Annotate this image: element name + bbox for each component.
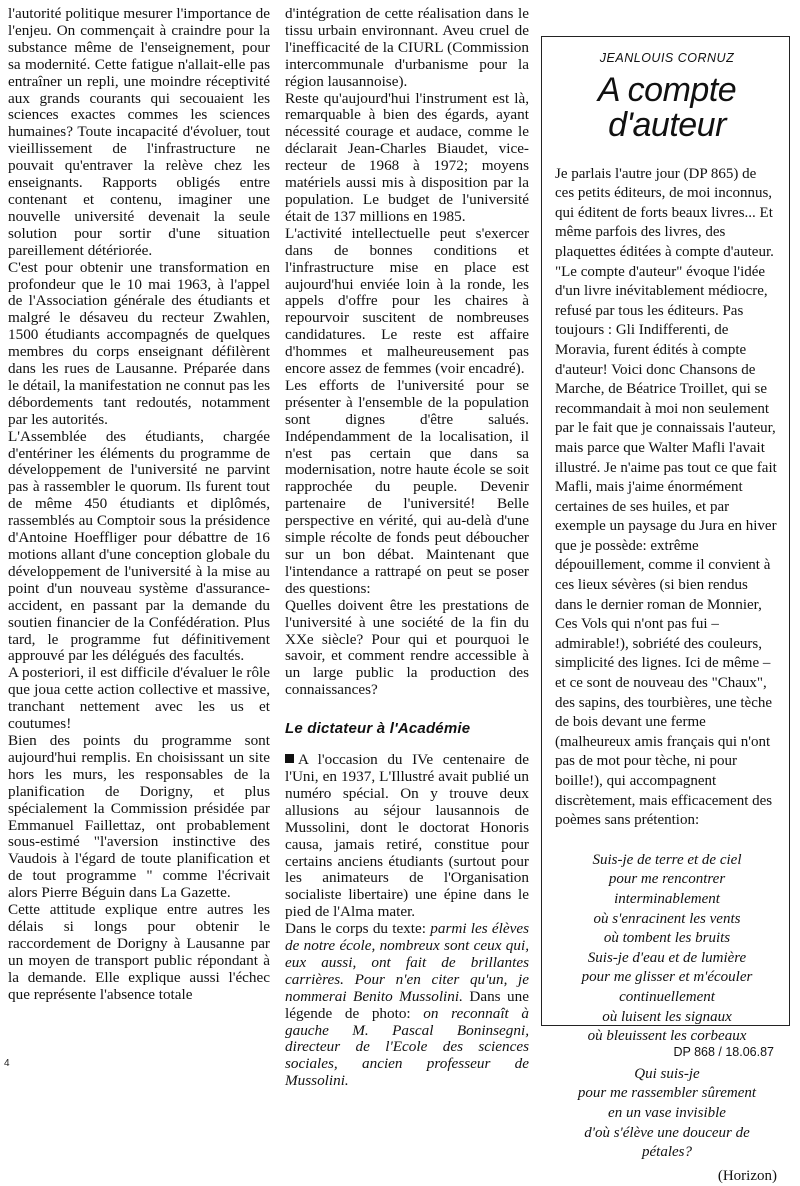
paragraph: A posteriori, il est difficile d'évaluer le rôle que joua cette action collective et massive, tranchant nettement avec les us et coutumes! bbox=[8, 664, 270, 733]
dictator-paragraph-text: A l'occasion du IVe centenaire de l'Uni, en 1937, L'Illustré avait publié un numéro spécial. On y trouve deux allusions au séjour lausannois de Mussolini, dont le doctorat Honoris causa, jamais retiré, constitue pour certains anciens étudiants (surtout pour les animateurs de l'Organisation socialiste libertaire) une épine dans le pied de l'Alma mater. bbox=[285, 751, 529, 921]
paragraph: Bien des points du programme sont aujourd'hui remplis. En choisissant un site hors les murs, les responsables de la planification de Dorigny, et plus spécialement la Commission présidée par Emmanuel Faillettaz, ont probablement sous-estimé "l'aversion instinctive des Vaudois à l'égard de toute planification et de tout programme " comme l'écrivait alors Pierre Béguin dans La Gazette. bbox=[8, 731, 270, 902]
caption-text: on reconnaît à gauche M. Pascal Boninsegni, directeur de l'Ecole des sciences sociales, ancien professeur de Mussolini. bbox=[285, 1004, 529, 1090]
poem-line: interminablement bbox=[614, 890, 720, 907]
paragraph: Les efforts de l'université pour se présenter à l'ensemble de la population sont dignes d'être salués. Indépendamment de la localisation, il n'est pas certain que dans sa modernisation, notre haute école se soit rapprochée du peuple. Devenir partenaire de l'université! Belle perspective en vérité, qui au-delà d'une simple récolte de fonds peut déboucher sur un bon débat. Maintenant que l'intendance a rattrapé on peut se poser des questions: bbox=[285, 376, 529, 597]
poem-line: continuellement bbox=[619, 988, 715, 1005]
poem-line: en un vase invisible bbox=[608, 1104, 726, 1121]
caption-intro: Dans une légende de photo: bbox=[285, 987, 529, 1022]
poem-line: pétales? bbox=[642, 1144, 692, 1161]
paragraph: Cette attitude explique entre autres les délais si longs pour obtenir le raccordement de Dorigny à Lausanne par un moyen de transport public répondant à la demande. Elle explique aussi l'échec que représente l'absence totale bbox=[8, 901, 270, 1003]
quote-text: parmi les élèves de notre école, nombreux sont ceux qui, eux aussi, ont fait de brillantes carrières. Pour n'en citer qu'un, je nommerai Benito Mussolini. bbox=[285, 920, 529, 1005]
sidebar-title-line: A compte bbox=[597, 70, 737, 109]
sidebar-body: Je parlais l'autre jour (DP 865) de ces petits éditeurs, de moi inconnus, qui éditent de forts beaux livres... Et même parfois des livres, des plaquettes éditées à compte d'auteur. "Le compte d'auteur" évoque l'idée d'un livre inévitablement médiocre, refusé par tous les éditeurs. Pas toujours : Gli Indifferenti, de Moravia, furent édités à compte d'auteur! Voici donc Chansons de Marche, de Béatrice Troillet, qui se recommandait à moi non seulement par le fait que je connaissais l'auteur, mais parce que Walter Mafli l'avait illustré. Je n'aime pas tout ce que fait Mafli, mais j'aime énormément certaines de ses huiles, et par exemple un paysage du Jura en hiver que je possède: extrême dépouillement, comme il convient à ces lieux sévères (si bien rendus dans le dernier roman de Monnier, Ces Vols qui n'ont pas fui – admirable!), sobriété des couleurs, simplicité des lignes. Ici de même – et ce sont de nouveau des "Chaux", des sapins, des tourbières, une tèche de bois devant une ferme (malheureux amis français qui n'ont pas de mot pour tèche, ni pour boille!), qui accompagnent discrètement, mais efficacement des poèmes sans prétention: bbox=[555, 165, 777, 829]
paragraph: L'activité intellectuelle peut s'exercer dans de bonnes conditions et l'infrastructure mise en place est aujourd'hui enviée loin à la ronde, les appels d'offre pour les chaires à repourvoir suscitent de nombreuses candidatures. Le reste est affaire d'hommes et malheureusement pas encore assez de femmes (voir encadré). bbox=[285, 224, 529, 378]
bullet-square-icon bbox=[285, 754, 294, 763]
dictator-quote-paragraph bbox=[285, 921, 529, 1090]
poem-line: pour me rencontrer bbox=[608, 871, 726, 888]
poem-line: Qui suis-je bbox=[634, 1065, 700, 1082]
paragraph: l'autorité politique mesurer l'importance de l'enjeu. On commençait à craindre pour la substance même de l'enseignement, pour sa modernité. Cette fatigue n'allait-elle pas entraîner un repli, une moindre réceptivité aux grands courants qui secouaient les sciences exactes commes les sciences humaines? Toute incapacité d'évoluer, tout vieillissement de l'infrastructure ne pouvait qu'entraver la relève chez les enseignants. Rapports obligés entre contenant et contenu, imaginer une nouvelle université devenait la seule solution pour sortir d'une situation pareillement détériorée. bbox=[8, 5, 270, 259]
poem-source: (Horizon) bbox=[717, 1167, 777, 1184]
section-subheading: Le dictateur à l'Académie bbox=[285, 720, 471, 738]
article-column-2 bbox=[285, 6, 529, 1090]
sidebar-author: JEANLOUIS CORNUZ bbox=[599, 51, 735, 65]
poem-line: pour me rassembler sûrement bbox=[577, 1085, 757, 1102]
page-mark: 4 bbox=[4, 1058, 10, 1069]
poem-line: Suis-je d'eau et de lumière bbox=[587, 949, 747, 966]
dictator-paragraph bbox=[285, 752, 529, 921]
paragraph: Reste qu'aujourd'hui l'instrument est là, remarquable à bien des égards, ayant nécessité courage et audace, comme le déclarait Jean-Charles Biaudet, vice-recteur de 1968 à 1972; moyens matériels aussi mis à disposition par la population. Le budget de l'université était de 137 millions en 1985. bbox=[285, 89, 529, 225]
poem-line: d'où s'élève une douceur de bbox=[584, 1124, 750, 1141]
poem bbox=[555, 851, 779, 1163]
poem-line: pour me glisser et m'écouler bbox=[581, 969, 753, 986]
poem-line: Suis-je de terre et de ciel bbox=[592, 851, 742, 868]
poem-line: où bleuissent les corbeaux bbox=[587, 1028, 747, 1045]
quote-intro: Dans le corps du texte: bbox=[285, 920, 431, 938]
poem-line: où luisent les signaux bbox=[602, 1008, 732, 1025]
paragraph: L'Assemblée des étudiants, chargée d'entériner les éléments du programme de développement de l'université ne parvint pas à rassembler le quorum. Ils furent tout de même 450 étudiants et diplômés, rassemblés au Comptoir sous la présidence d'Antoine Hoeffliger pour débattre de 16 motions allant d'une conception globale du développement de l'université à la mise au point d'un nouveau système d'assurance-accident, en passant par la demande du soutien financier de la Confédération. Plus tard, le programme fut définitivement approuvé par les délégués des facultés. bbox=[8, 427, 270, 665]
paragraph: C'est pour obtenir une transformation en profondeur que le 10 mai 1963, à l'appel de l'Association générale des étudiants et malgré le désaveu du recteur Zwahlen, 1500 étudiants accompagnés de quelques membres du corps enseignant défilèrent dans les rues de Lausanne. Préparée dans le détail, la manifestation ne connut pas les débordements tant redoutés, notamment par les autorités. bbox=[8, 258, 270, 428]
poem-stanza bbox=[555, 1065, 779, 1163]
article-column-1 bbox=[8, 6, 270, 1003]
issue-footer: DP 868 / 18.06.87 bbox=[673, 1045, 774, 1059]
sidebar-title bbox=[555, 70, 779, 144]
sidebar-title-line: d'auteur bbox=[608, 105, 726, 144]
paragraph: d'intégration de cette réalisation dans le tissu urbain environnant. Aveu cruel de l'inefficacité de la CIURL (Commission intercommunale d'urbanisme pour la région lausannoise). bbox=[285, 5, 529, 90]
poem-line: où tombent les bruits bbox=[603, 930, 731, 947]
poem-line: où s'enracinent les vents bbox=[593, 910, 741, 927]
paragraph: Quelles doivent être les prestations de l'université à une société de la fin du XXe siècle? Pour qui et pourquoi le savoir, et comment rendre accessible à un large public la production des connaissances? bbox=[285, 596, 529, 699]
poem-stanza bbox=[555, 851, 779, 1047]
